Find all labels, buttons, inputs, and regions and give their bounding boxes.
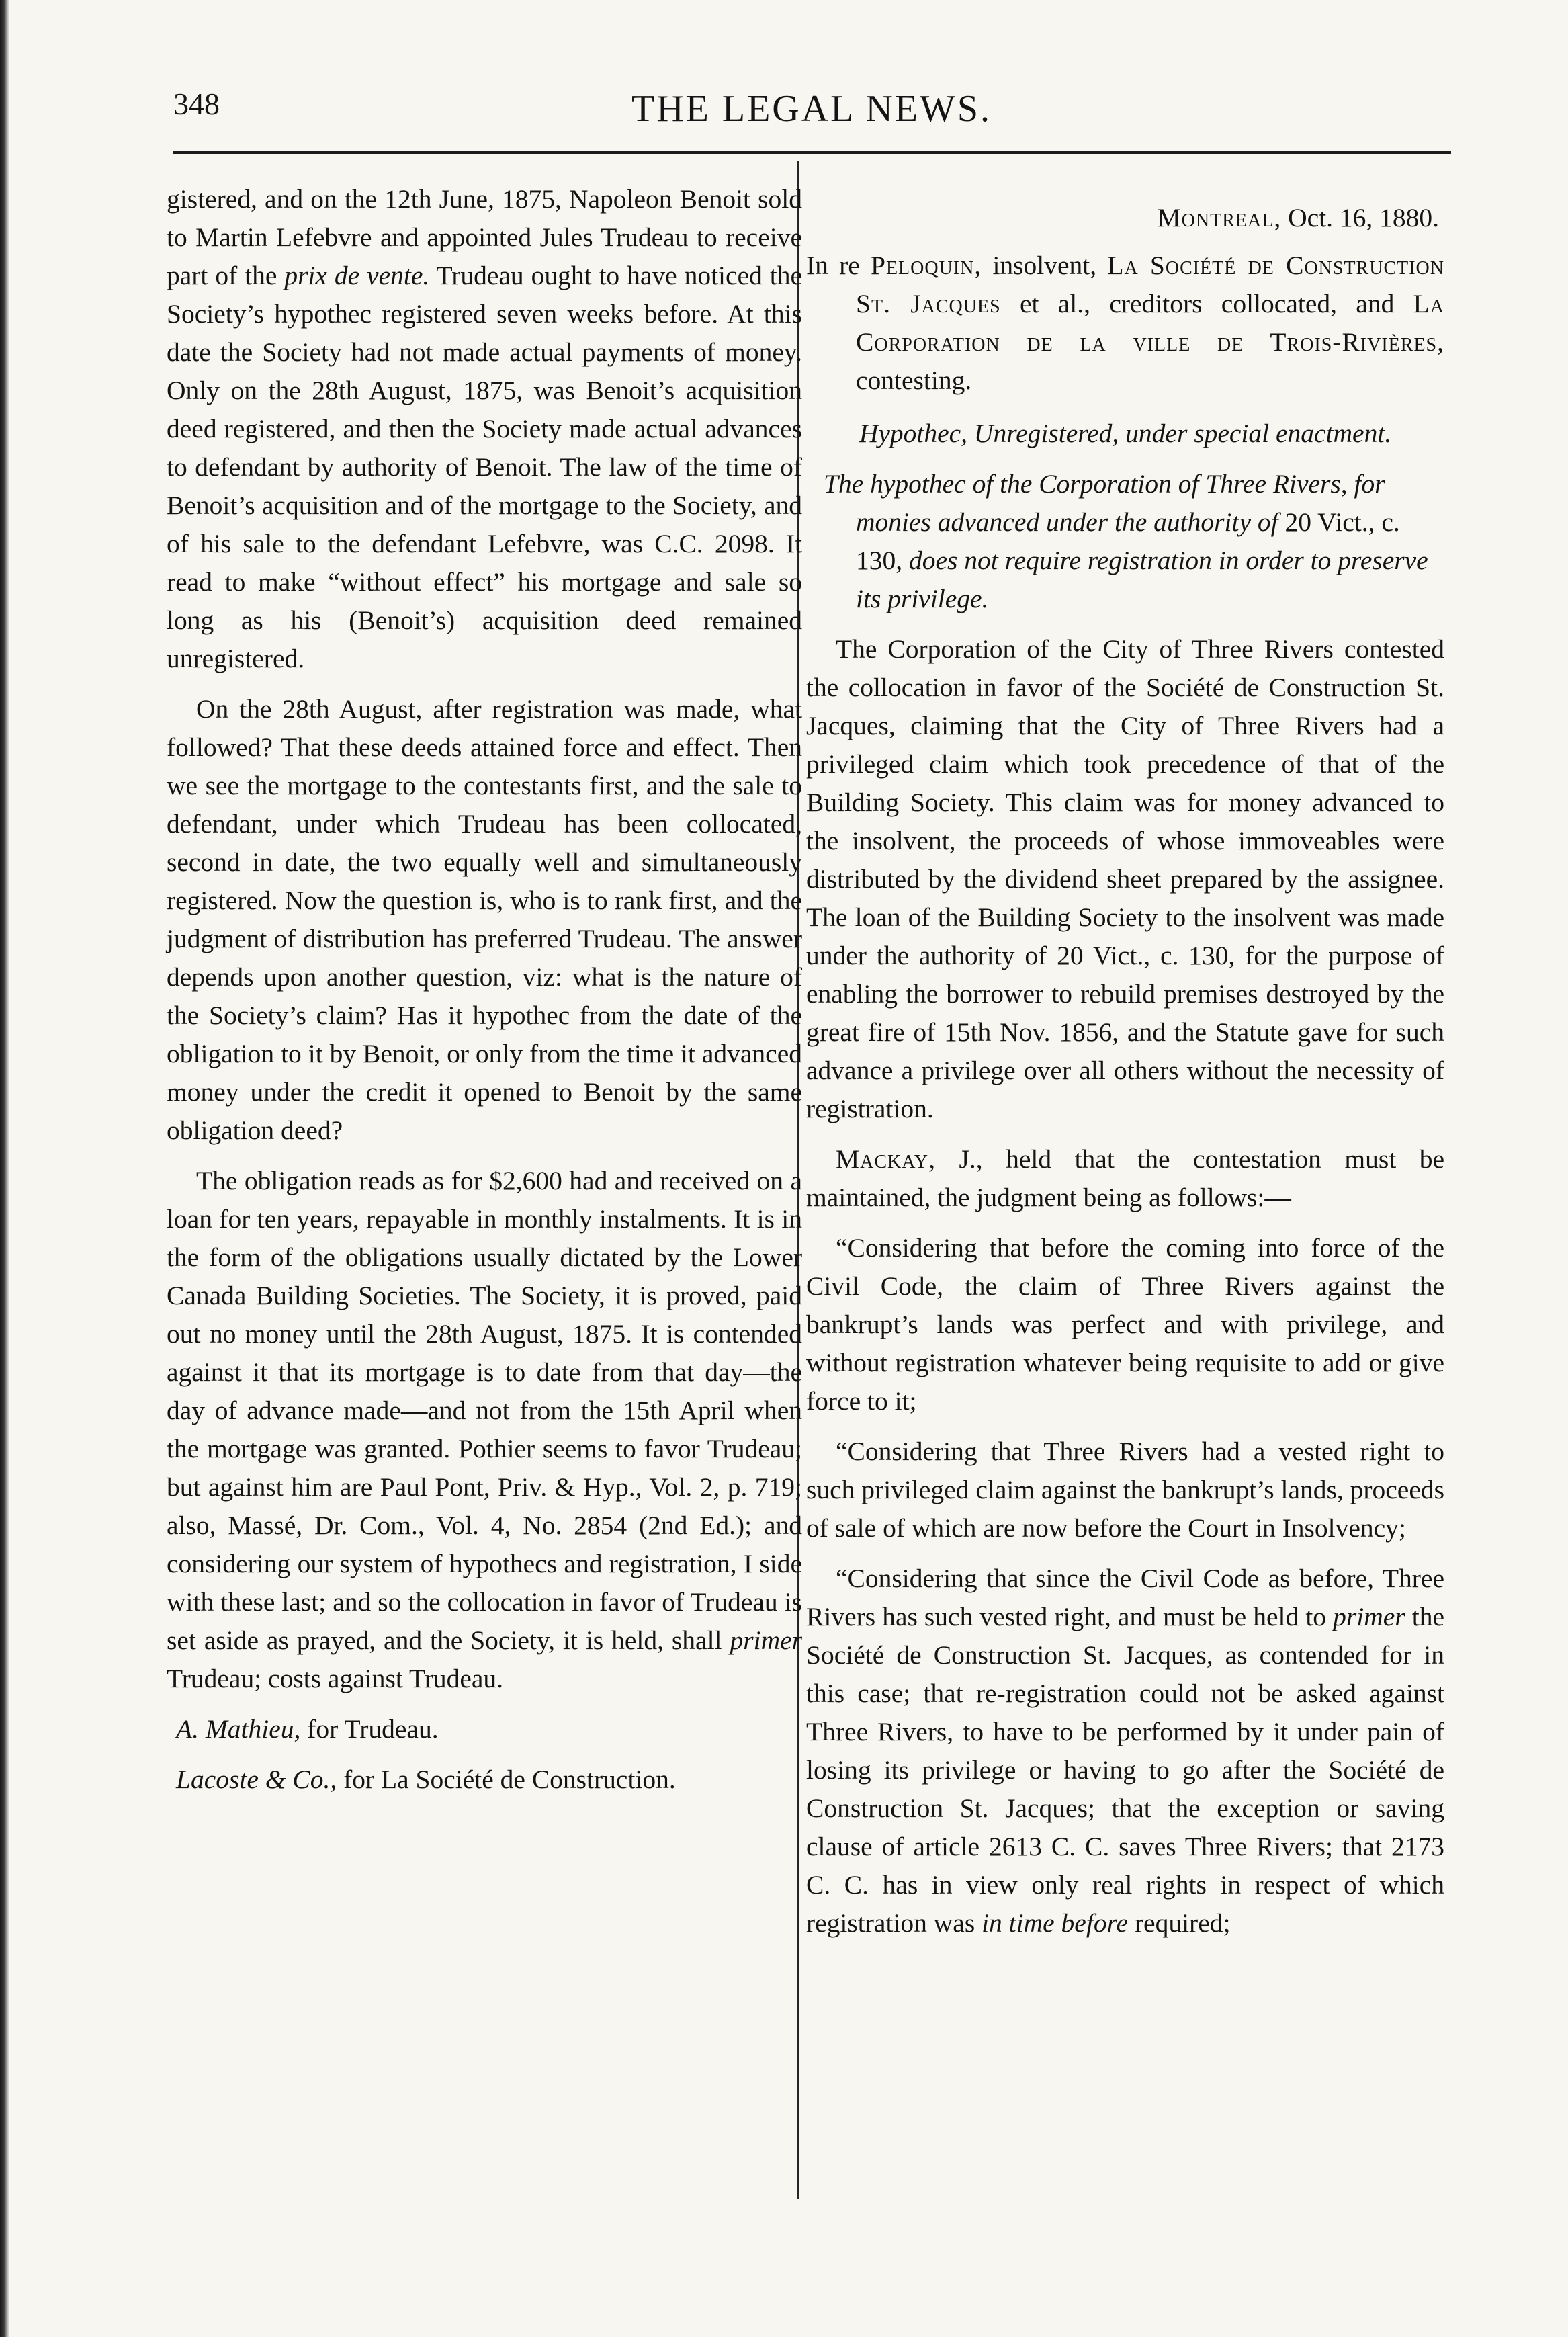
- page-number: 348: [173, 87, 220, 121]
- left-paragraph-3: The obligation reads as for $2,600 had and received on a loan for ten years, repayable in monthly instalments. It is in the form of the obligations usually dictated by the Lower Canada Building Societies. The Society, it is proved, paid out no money until the 28th August, 1875. It is contended against it that its mortgage is to date from that day—the day of advance made—and not from the 15th April when the mortgage was granted. Pothier seems to favor Trudeau; but against him are Paul Pont, Priv. & Hyp., Vol. 2, p. 719; also, Massé, Dr. Com., Vol. 4, No. 2854 (2nd Ed.); and considering our system of hypothecs and registration, I side with these last; and so the collocation in favor of Trudeau is set aside as prayed, and the Society, it is held, shall primer Trudeau; costs against Trudeau.: [167, 1166, 802, 1693]
- running-title: THE LEGAL NEWS.: [631, 88, 992, 130]
- headnote-holding: The hypothec of the Corporation of Three Rivers, for monies advanced under the authority of 20 Vict., c. 130, does not require registration in order to preserve its privilege.: [824, 469, 1428, 613]
- right-paragraph-2: Mackay, J., held that the contestation must be maintained, the judgment being as follows:—: [806, 1144, 1444, 1212]
- page-header: [173, 79, 1450, 140]
- right-column: [806, 180, 1444, 1955]
- right-paragraph-1: The Corporation of the City of Three Rivers contested the collocation in favor of the Société de Construction St. Jacques, claiming that the City of Three Rivers had a privileged claim which took precedence of that of the Building Society. This claim was for money advanced to the insolvent, the proceeds of whose immoveables were distributed by the dividend sheet prepared by the assignee. The loan of the Building Society to the insolvent was made under the authority of 20 Vict., c. 130, for the purpose of enabling the borrower to rebuild premises destroyed by the great fire of 15th Nov. 1856, and the Statute gave for such advance a privilege over all others without the necessity of registration.: [806, 634, 1444, 1123]
- left-column: [167, 180, 802, 1811]
- considering-3: “Considering that since the Civil Code as before, Three Rivers has such vested right, and must be held to primer the Société de Construction St. Jacques, as contended for in this case; that re-registration could not be asked against Three Rivers, to have to be performed by it under pain of losing its privilege or having to go after the Société de Construction St. Jacques; that the exception or saving clause of article 2613 C. C. saves Three Rivers; that 2173 C. C. has in view only real rights in respect of which registration was in time before required;: [806, 1564, 1444, 1938]
- dateline: Montreal, Oct. 16, 1880.: [1157, 203, 1439, 232]
- headnote-subject: Hypothec, Unregistered, under special enactment.: [859, 419, 1392, 448]
- header-rule: [173, 151, 1451, 154]
- left-paragraph-2: On the 28th August, after registration was made, what followed? That these deeds attained force and effect. Then we see the mortgage to the contestants first, and the sale to defendant, under which Trudeau has been collocated, second in date, the two equally well and simultaneously registered. Now the question is, who is to rank first, and the judgment of distribution has preferred Trudeau. The answer depends upon another question, viz: what is the nature of the Society’s claim? Has it hypothec from the date of the obligation to it by Benoit, or only from the time it advanced money under the credit it opened to Benoit by the same obligation deed?: [167, 694, 802, 1145]
- considering-2: “Considering that Three Rivers had a vested right to such privileged claim against the bankrupt’s lands, proceeds of sale of which are now before the Court in Insolvency;: [806, 1437, 1444, 1543]
- page-binding-edge: [0, 0, 9, 2337]
- case-title: In re Peloquin, insolvent, La Société de Construction St. Jacques et al., creditors collocated, and La Corporation de la ville de Trois-Rivières, contesting.: [806, 251, 1445, 395]
- left-paragraph-1: gistered, and on the 12th June, 1875, Napoleon Benoit sold to Martin Lefebvre and appointed Jules Trudeau to receive part of the prix de vente. Trudeau ought to have noticed the Society’s hypothec registered seven weeks before. At this date the Society had not made actual payments of money. Only on the 28th August, 1875, was Benoit’s acquisition deed registered, and then the Society made actual advances to defendant by authority of Benoit. The law of the time of Benoit’s acquisition and of the mortgage to the Society, and of his sale to the defendant Lefebvre, was C.C. 2098. It read to make “without effect” his mortgage and sale so long as his (Benoit’s) acquisition deed remained unregistered.: [167, 184, 802, 673]
- considering-1: “Considering that before the coming into force of the Civil Code, the claim of Three Rivers against the bankrupt’s lands was perfect and with privilege, and without registration whatever being requisite to add or give force to it;: [806, 1233, 1444, 1416]
- counsel-line-1: A. Mathieu, for Trudeau.: [176, 1714, 439, 1744]
- counsel-line-2: Lacoste & Co., for La Société de Construction.: [176, 1765, 676, 1794]
